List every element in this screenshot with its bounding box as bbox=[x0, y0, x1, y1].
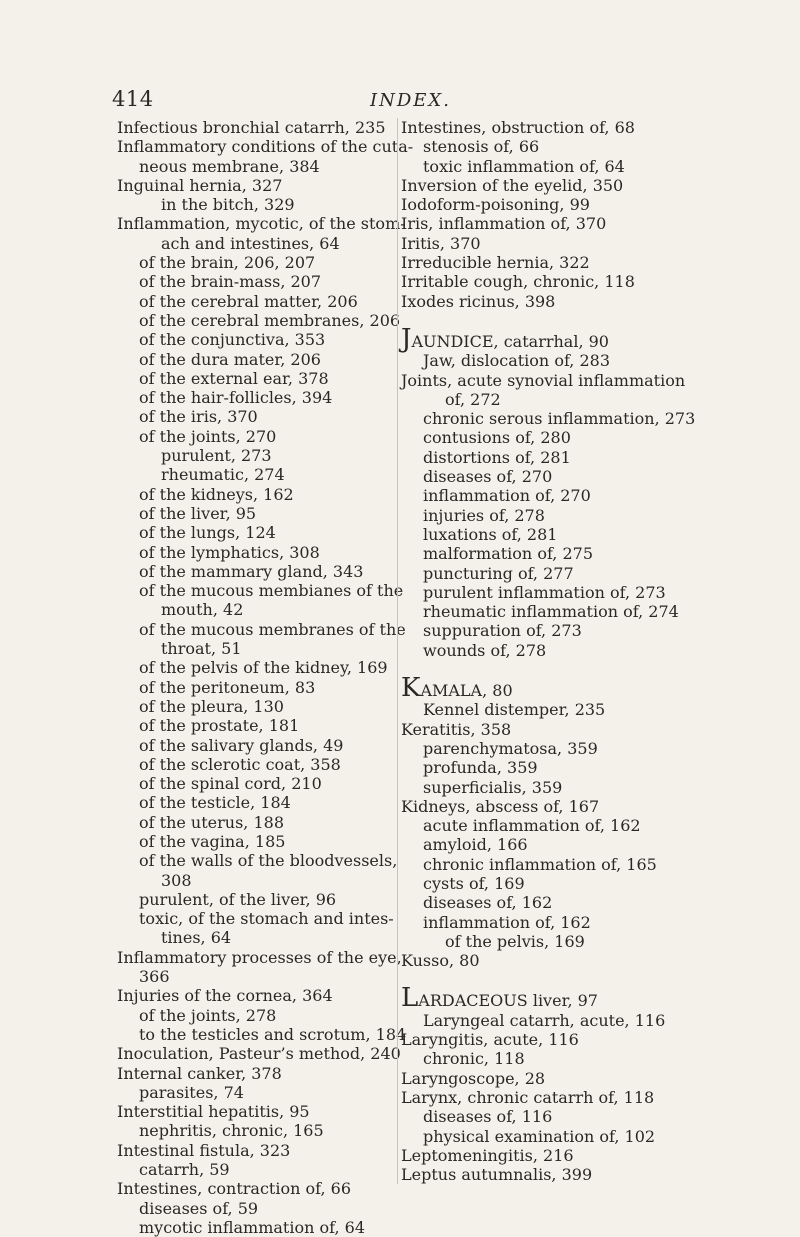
entry-text: diseases of, 270 bbox=[423, 467, 553, 487]
index-subentry bbox=[117, 504, 397, 523]
index-subentry bbox=[401, 893, 701, 912]
index-subentry bbox=[117, 639, 397, 658]
index-subentry bbox=[117, 543, 397, 562]
entry-text: malformation of, 275 bbox=[423, 544, 594, 564]
entry-text: stenosis of, 66 bbox=[423, 137, 540, 157]
index-subentry bbox=[401, 932, 701, 951]
entry-text: of the external ear, 378 bbox=[139, 368, 329, 388]
index-subentry bbox=[117, 253, 397, 272]
entry-text: Iritis, 370 bbox=[401, 233, 481, 253]
entry-text: Larynx, chronic catarrh of, 118 bbox=[401, 1087, 655, 1107]
index-entry bbox=[117, 137, 414, 157]
index-entry bbox=[401, 176, 701, 195]
entry-text: nephritis, chronic, 165 bbox=[139, 1121, 324, 1141]
entry-text: rheumatic, 274 bbox=[161, 465, 285, 485]
index-entry bbox=[401, 272, 701, 291]
entry-text: Inversion of the eyelid, 350 bbox=[401, 175, 624, 195]
index-subentry bbox=[117, 272, 397, 291]
index-subentry bbox=[117, 793, 397, 812]
entry-text: profunda, 359 bbox=[423, 758, 538, 778]
entry-text: neous membrane, 384 bbox=[139, 156, 320, 176]
entry-text: Inflammation, mycotic, of the stom- bbox=[117, 214, 406, 234]
entry-text: of the lungs, 124 bbox=[139, 523, 276, 543]
entry-text: of, 272 bbox=[445, 389, 501, 409]
entry-text: Inflammatory conditions of the cuta- bbox=[117, 137, 414, 157]
index-subentry bbox=[117, 871, 397, 890]
entry-text: rheumatic inflammation of, 274 bbox=[423, 602, 679, 622]
entry-text: AMALA, 80 bbox=[420, 681, 513, 701]
entry-text: purulent, of the liver, 96 bbox=[139, 889, 337, 909]
index-subentry bbox=[401, 913, 701, 932]
index-subentry bbox=[401, 506, 701, 525]
index-subentry bbox=[401, 739, 701, 758]
index-subentry bbox=[117, 600, 397, 619]
index-subentry bbox=[401, 583, 701, 602]
entry-text: Laryngitis, acute, 116 bbox=[401, 1030, 579, 1050]
index-subentry bbox=[117, 755, 397, 774]
index-subentry bbox=[117, 292, 397, 311]
index-subentry bbox=[117, 157, 397, 176]
entry-text: inflammation of, 270 bbox=[423, 486, 591, 506]
index-subentry bbox=[401, 641, 701, 660]
index-subentry bbox=[401, 525, 701, 544]
index-subentry bbox=[117, 716, 397, 735]
entry-text: Intestines, contraction of, 66 bbox=[117, 1179, 351, 1199]
entry-text: Laryngeal catarrh, acute, 116 bbox=[423, 1010, 666, 1030]
index-entry bbox=[117, 214, 406, 234]
index-subentry bbox=[117, 1083, 397, 1102]
entry-text: of the salivary glands, 49 bbox=[139, 735, 344, 755]
entry-text: Internal canker, 378 bbox=[117, 1063, 282, 1083]
index-entry bbox=[401, 1030, 701, 1049]
index-subentry bbox=[117, 1121, 397, 1140]
index-subentry bbox=[401, 448, 701, 467]
entry-text: of the mammary gland, 343 bbox=[139, 561, 364, 581]
entry-text: Inguinal hernia, 327 bbox=[117, 175, 283, 195]
index-entry bbox=[117, 1044, 401, 1064]
index-subentry bbox=[401, 1127, 701, 1146]
entry-text: Iris, inflammation of, 370 bbox=[401, 214, 607, 234]
index-entry bbox=[401, 253, 701, 272]
index-entry bbox=[401, 1165, 701, 1184]
index-column-left bbox=[117, 118, 414, 1237]
entry-text: ARDACEOUS liver, 97 bbox=[418, 991, 598, 1011]
index-subentry bbox=[117, 736, 397, 755]
entry-text: of the hair-follicles, 394 bbox=[139, 388, 333, 408]
entry-text: of the uterus, 188 bbox=[139, 812, 285, 832]
entry-text: of the joints, 278 bbox=[139, 1005, 277, 1025]
section-initial: J bbox=[401, 323, 412, 354]
index-subentry bbox=[117, 581, 404, 601]
index-entry bbox=[401, 1088, 701, 1107]
entry-text: puncturing of, 277 bbox=[423, 563, 574, 583]
entry-text: parenchymatosa, 359 bbox=[423, 738, 598, 758]
entry-text: suppuration of, 273 bbox=[423, 621, 582, 641]
index-subentry bbox=[401, 1049, 701, 1068]
index-entry bbox=[401, 371, 701, 390]
index-subentry bbox=[117, 832, 397, 851]
section-initial: K bbox=[401, 673, 421, 704]
entry-text: Interstitial hepatitis, 95 bbox=[117, 1102, 310, 1122]
index-column-right bbox=[397, 118, 701, 1184]
entry-text: of the kidneys, 162 bbox=[139, 484, 294, 504]
index-subentry bbox=[117, 195, 397, 214]
index-subentry bbox=[117, 909, 397, 928]
entry-text: diseases of, 59 bbox=[139, 1198, 259, 1218]
index-entry bbox=[117, 947, 402, 967]
index-entry bbox=[117, 1102, 397, 1121]
index-entry bbox=[117, 1064, 397, 1083]
index-entry bbox=[401, 1146, 701, 1165]
entry-text: Keratitis, 358 bbox=[401, 719, 512, 739]
index-subentry bbox=[401, 835, 701, 854]
index-entry bbox=[401, 983, 701, 1014]
index-subentry bbox=[401, 544, 701, 563]
index-entry bbox=[401, 323, 701, 354]
entry-text: of the brain, 206, 207 bbox=[139, 253, 316, 273]
entry-text: tines, 64 bbox=[161, 928, 232, 948]
running-head: INDEX. bbox=[370, 90, 451, 111]
index-subentry bbox=[401, 1107, 701, 1126]
entry-text: of the mucous membranes of the bbox=[139, 619, 406, 639]
entry-text: 308 bbox=[161, 870, 192, 890]
index-entry bbox=[401, 951, 701, 970]
entry-text: toxic, of the stomach and intes- bbox=[139, 909, 394, 929]
index-subentry bbox=[117, 330, 397, 349]
entry-text: of the cerebral membranes, 206 bbox=[139, 310, 401, 330]
section-gap bbox=[401, 660, 701, 679]
entry-text: mycotic inflammation of, 64 bbox=[139, 1217, 365, 1237]
index-subentry bbox=[401, 855, 701, 874]
entry-text: Joints, acute synovial inflammation bbox=[401, 370, 686, 390]
index-subentry bbox=[401, 874, 701, 893]
entry-text: 366 bbox=[139, 967, 170, 987]
entry-text: to the testicles and scrotum, 184 bbox=[139, 1024, 407, 1044]
index-subentry bbox=[401, 409, 701, 428]
entry-text: superficialis, 359 bbox=[423, 777, 563, 797]
index-subentry bbox=[117, 890, 397, 909]
index-subentry bbox=[117, 407, 397, 426]
index-subentry bbox=[117, 562, 397, 581]
entry-text: Inoculation, Pasteur’s method, 240 bbox=[117, 1044, 401, 1064]
page-number: 414 bbox=[112, 87, 154, 111]
entry-text: Leptomeningitis, 216 bbox=[401, 1145, 574, 1165]
index-subentry bbox=[401, 390, 701, 409]
entry-text: ach and intestines, 64 bbox=[161, 233, 340, 253]
index-subentry bbox=[117, 813, 397, 832]
index-entry bbox=[401, 118, 701, 137]
index-subentry bbox=[117, 774, 397, 793]
entry-text: of the pelvis, 169 bbox=[445, 931, 585, 951]
entry-text: chronic inflammation of, 165 bbox=[423, 854, 657, 874]
section-gap bbox=[401, 311, 701, 330]
entry-text: acute inflammation of, 162 bbox=[423, 816, 641, 836]
entry-text: cysts of, 169 bbox=[423, 873, 525, 893]
index-subentry bbox=[117, 1218, 397, 1237]
index-subentry bbox=[117, 388, 397, 407]
index-subentry bbox=[401, 700, 701, 719]
index-subentry bbox=[117, 485, 397, 504]
entry-text: of the pleura, 130 bbox=[139, 696, 284, 716]
index-subentry bbox=[117, 658, 397, 677]
index-subentry bbox=[401, 157, 701, 176]
entry-text: of the iris, 370 bbox=[139, 407, 258, 427]
entry-text: Kidneys, abscess of, 167 bbox=[401, 796, 600, 816]
index-entry bbox=[117, 118, 397, 137]
entry-text: of the conjunctiva, 353 bbox=[139, 330, 326, 350]
entry-text: Irritable cough, chronic, 118 bbox=[401, 272, 635, 292]
index-subentry bbox=[117, 851, 397, 870]
index-subentry bbox=[117, 310, 401, 330]
index-subentry bbox=[117, 967, 397, 986]
entry-text: Jaw, dislocation of, 283 bbox=[423, 351, 611, 371]
entry-text: of the mucous membianes of the bbox=[139, 581, 404, 601]
entry-text: Laryngoscope, 28 bbox=[401, 1068, 546, 1088]
index-subentry bbox=[401, 467, 701, 486]
entry-text: diseases of, 116 bbox=[423, 1107, 553, 1127]
entry-text: amyloid, 166 bbox=[423, 835, 528, 855]
index-subentry bbox=[117, 465, 397, 484]
index-subentry bbox=[117, 234, 397, 253]
entry-text: of the vagina, 185 bbox=[139, 831, 286, 851]
index-entry bbox=[401, 720, 701, 739]
entry-text: distortions of, 281 bbox=[423, 447, 571, 467]
entry-text: mouth, 42 bbox=[161, 600, 244, 620]
index-subentry bbox=[401, 778, 701, 797]
index-entry bbox=[401, 234, 701, 253]
index-entry bbox=[401, 292, 701, 311]
entry-text: purulent, 273 bbox=[161, 446, 272, 466]
entry-text: toxic inflammation of, 64 bbox=[423, 156, 625, 176]
entry-text: of the walls of the bloodvessels, bbox=[139, 851, 398, 871]
entry-text: of the testicle, 184 bbox=[139, 793, 291, 813]
index-subentry bbox=[401, 564, 701, 583]
entry-text: Leptus autumnalis, 399 bbox=[401, 1165, 593, 1185]
entry-text: of the peritoneum, 83 bbox=[139, 677, 316, 697]
index-subentry bbox=[401, 486, 701, 505]
index-entry bbox=[401, 673, 701, 704]
entry-text: of the pelvis of the kidney, 169 bbox=[139, 658, 388, 678]
index-subentry bbox=[117, 369, 397, 388]
entry-text: luxations of, 281 bbox=[423, 524, 558, 544]
index-subentry bbox=[117, 446, 397, 465]
entry-text: AUNDICE, catarrhal, 90 bbox=[411, 331, 609, 351]
entry-text: Infectious bronchial catarrh, 235 bbox=[117, 118, 386, 137]
index-subentry bbox=[401, 758, 701, 777]
index-subentry bbox=[117, 1024, 407, 1044]
entry-text: Intestinal fistula, 323 bbox=[117, 1140, 291, 1160]
entry-text: Irreducible hernia, 322 bbox=[401, 253, 590, 273]
entry-text: of the cerebral matter, 206 bbox=[139, 291, 358, 311]
entry-text: of the sclerotic coat, 358 bbox=[139, 754, 341, 774]
entry-text: Kusso, 80 bbox=[401, 951, 480, 971]
index-subentry bbox=[117, 928, 397, 947]
entry-text: purulent inflammation of, 273 bbox=[423, 582, 666, 602]
entry-text: of the spinal cord, 210 bbox=[139, 774, 322, 794]
entry-text: diseases of, 162 bbox=[423, 893, 553, 913]
index-entry bbox=[117, 1141, 397, 1160]
entry-text: of the lymphatics, 308 bbox=[139, 542, 320, 562]
index-subentry bbox=[117, 697, 397, 716]
entry-text: Kennel distemper, 235 bbox=[423, 700, 606, 720]
entry-text: of the joints, 270 bbox=[139, 426, 277, 446]
entry-text: wounds of, 278 bbox=[423, 640, 547, 660]
index-subentry bbox=[401, 1011, 701, 1030]
entry-text: throat, 51 bbox=[161, 639, 242, 659]
index-subentry bbox=[401, 621, 701, 640]
entry-text: Ixodes ricinus, 398 bbox=[401, 291, 556, 311]
index-entry bbox=[401, 195, 701, 214]
index-subentry bbox=[117, 619, 406, 639]
index-subentry bbox=[117, 523, 397, 542]
entry-text: Iodoform-poisoning, 99 bbox=[401, 195, 590, 215]
index-entry bbox=[117, 1179, 397, 1198]
index-entry bbox=[117, 986, 397, 1005]
index-subentry bbox=[401, 428, 701, 447]
entry-text: chronic serous inflammation, 273 bbox=[423, 409, 696, 429]
entry-text: of the liver, 95 bbox=[139, 503, 257, 523]
index-entry bbox=[401, 1069, 701, 1088]
index-subentry bbox=[401, 137, 701, 156]
section-gap bbox=[401, 970, 701, 989]
index-entry bbox=[117, 176, 397, 195]
index-subentry bbox=[117, 350, 397, 369]
entry-text: injuries of, 278 bbox=[423, 505, 545, 525]
entry-text: chronic, 118 bbox=[423, 1049, 525, 1069]
index-subentry bbox=[401, 816, 701, 835]
entry-text: of the dura mater, 206 bbox=[139, 349, 321, 369]
index-entry bbox=[401, 214, 701, 233]
index-subentry bbox=[117, 1160, 397, 1179]
index-subentry bbox=[401, 351, 701, 370]
section-initial: L bbox=[401, 983, 419, 1014]
index-subentry bbox=[117, 427, 397, 446]
entry-text: of the brain-mass, 207 bbox=[139, 272, 322, 292]
entry-text: physical examination of, 102 bbox=[423, 1126, 656, 1146]
entry-text: of the prostate, 181 bbox=[139, 716, 300, 736]
index-subentry bbox=[401, 602, 701, 621]
entry-text: Intestines, obstruction of, 68 bbox=[401, 118, 635, 137]
entry-text: Inflammatory processes of the eye, bbox=[117, 947, 402, 967]
index-subentry bbox=[117, 1199, 397, 1218]
index-subentry bbox=[117, 1006, 397, 1025]
entry-text: contusions of, 280 bbox=[423, 428, 571, 448]
entry-text: Injuries of the cornea, 364 bbox=[117, 986, 333, 1006]
entry-text: in the bitch, 329 bbox=[161, 195, 295, 215]
entry-text: inflammation of, 162 bbox=[423, 912, 591, 932]
entry-text: parasites, 74 bbox=[139, 1082, 244, 1102]
entry-text: catarrh, 59 bbox=[139, 1160, 230, 1180]
index-entry bbox=[401, 797, 701, 816]
index-subentry bbox=[117, 678, 397, 697]
